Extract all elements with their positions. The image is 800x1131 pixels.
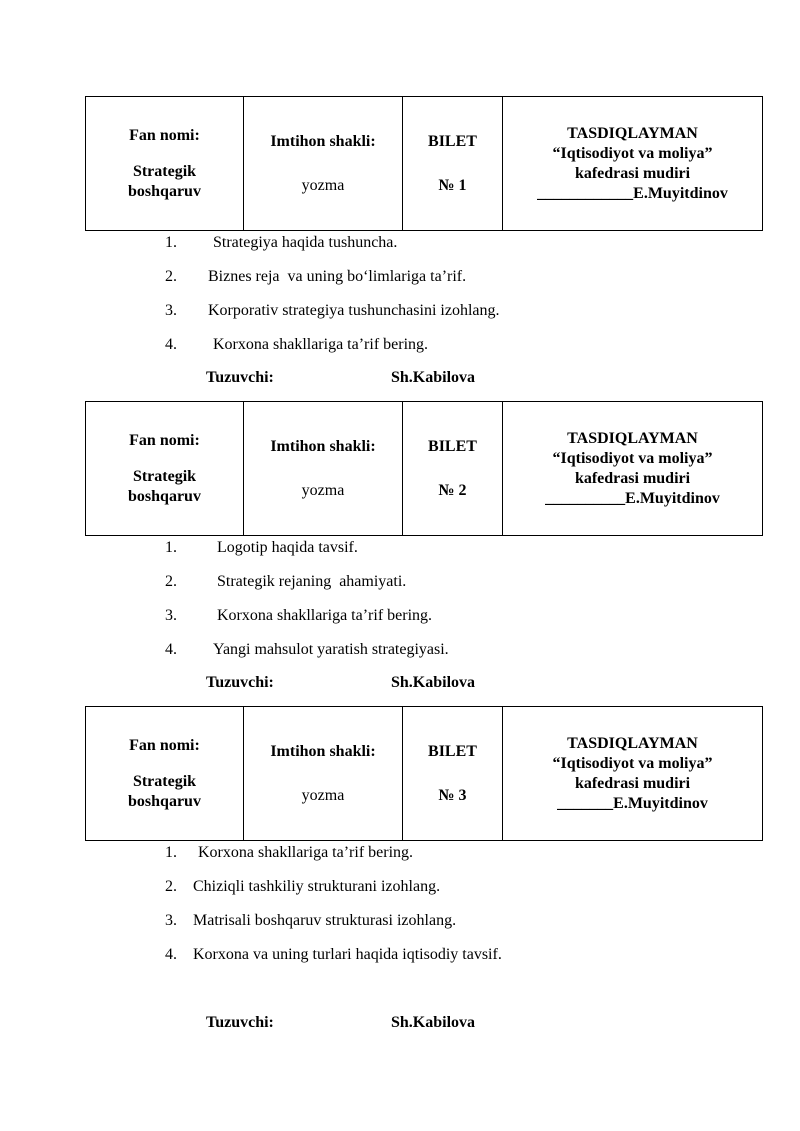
ticket-label: BILET — [428, 132, 477, 150]
approval-department: “Iqtisodiyot va moliya” — [552, 449, 713, 467]
question-number: 4. — [165, 946, 177, 963]
approval-department: “Iqtisodiyot va moliya” — [552, 144, 713, 162]
compiler-line — [206, 1014, 476, 1032]
exam-form-label: Imtihon shakli: — [270, 742, 376, 760]
question-text: Logotip haqida tavsif. — [217, 539, 358, 556]
approval-role: kafedrasi mudiri — [574, 164, 691, 182]
question-item — [165, 641, 449, 659]
question-item — [165, 336, 428, 354]
question-text: Korxona shakllariga ta’rif bering. — [198, 844, 414, 861]
question-item — [165, 607, 432, 625]
subject-value: Strategik — [132, 772, 197, 790]
question-number: 1. — [165, 539, 177, 556]
exam-form-label: Imtihon shakli: — [270, 132, 376, 150]
compiler-label: Tuzuvchi: — [206, 1014, 274, 1031]
approval-department: “Iqtisodiyot va moliya” — [552, 754, 713, 772]
subject-label: Fan nomi: — [129, 431, 200, 449]
subject-value-line2: boshqaruv — [128, 792, 201, 810]
ticket-number-cell — [403, 707, 503, 841]
ticket-number-cell — [403, 402, 503, 536]
question-text: Strategiya haqida tushuncha. — [213, 234, 398, 251]
ticket-label: BILET — [428, 437, 477, 455]
question-item — [165, 912, 456, 930]
subject-value: Strategik — [132, 467, 197, 485]
ticket-3-header — [85, 706, 760, 841]
question-text: Matrisali boshqaruv strukturasi izohlang. — [193, 912, 457, 929]
approval-signature: ____________E.Muyitdinov — [537, 184, 728, 202]
ticket-number: № 1 — [438, 176, 467, 194]
approval-cell — [503, 97, 763, 231]
subject-value-line2: boshqaruv — [128, 182, 201, 200]
approval-title: TASDIQLAYMAN — [567, 124, 698, 142]
compiler-label: Tuzuvchi: — [206, 674, 274, 691]
ticket-number: № 2 — [438, 481, 467, 499]
question-number: 4. — [165, 641, 177, 658]
ticket-number: № 3 — [438, 786, 467, 804]
question-text: Strategik rejaning ahamiyati. — [217, 573, 407, 590]
question-text: Chiziqli tashkiliy strukturani izohlang. — [193, 878, 441, 895]
ticket-header-table — [85, 401, 763, 536]
question-number: 2. — [165, 268, 177, 285]
ticket-header-table — [85, 706, 763, 841]
ticket-label: BILET — [428, 742, 477, 760]
question-number: 3. — [165, 912, 177, 929]
question-text: Biznes reja va uning bo‘limlariga ta’rif. — [208, 268, 467, 285]
ticket-number-cell — [403, 97, 503, 231]
approval-signature: __________E.Muyitdinov — [545, 489, 720, 507]
subject-value: Strategik — [132, 162, 197, 180]
exam-form-label: Imtihon shakli: — [270, 437, 376, 455]
question-text: Yangi mahsulot yaratish strategiyasi. — [213, 641, 449, 658]
subject-cell — [86, 97, 244, 231]
question-item — [165, 844, 413, 862]
approval-cell — [503, 707, 763, 841]
subject-cell — [86, 707, 244, 841]
subject-label: Fan nomi: — [129, 736, 200, 754]
exam-form-cell — [244, 707, 403, 841]
compiler-label: Tuzuvchi: — [206, 369, 274, 386]
subject-cell — [86, 402, 244, 536]
compiler-name: Sh.Kabilova — [391, 369, 476, 386]
ticket-header-table — [85, 96, 763, 231]
exam-form-value: yozma — [301, 786, 345, 804]
ticket-2-header — [85, 401, 760, 536]
question-text: Korporativ strategiya tushunchasini izohlang. — [208, 302, 500, 319]
approval-cell — [503, 402, 763, 536]
approval-signature: _______E.Muyitdinov — [557, 794, 708, 812]
question-item — [165, 268, 466, 286]
question-number: 2. — [165, 573, 177, 590]
ticket-1-header — [85, 96, 760, 231]
question-item — [165, 878, 440, 896]
exam-form-cell — [244, 402, 403, 536]
question-text: Korxona shakllariga ta’rif bering. — [217, 607, 433, 624]
approval-role: kafedrasi mudiri — [574, 774, 691, 792]
question-text: Korxona va uning turlari haqida iqtisodiy tavsif. — [193, 946, 502, 963]
question-number: 3. — [165, 607, 177, 624]
compiler-name: Sh.Kabilova — [391, 674, 476, 691]
exam-form-value: yozma — [301, 176, 345, 194]
question-number: 2. — [165, 878, 177, 895]
compiler-name: Sh.Kabilova — [391, 1014, 476, 1031]
question-text: Korxona shakllariga ta’rif bering. — [213, 336, 429, 353]
compiler-line — [206, 674, 476, 692]
exam-form-value: yozma — [301, 481, 345, 499]
question-item — [165, 539, 358, 557]
question-number: 3. — [165, 302, 177, 319]
question-number: 1. — [165, 234, 177, 251]
subject-value-line2: boshqaruv — [128, 487, 201, 505]
question-item — [165, 234, 397, 252]
approval-title: TASDIQLAYMAN — [567, 734, 698, 752]
approval-title: TASDIQLAYMAN — [567, 429, 698, 447]
question-number: 1. — [165, 844, 177, 861]
question-item — [165, 302, 499, 320]
question-item — [165, 573, 406, 591]
question-number: 4. — [165, 336, 177, 353]
question-item — [165, 946, 502, 964]
subject-label: Fan nomi: — [129, 126, 200, 144]
exam-form-cell — [244, 97, 403, 231]
compiler-line — [206, 369, 476, 387]
approval-role: kafedrasi mudiri — [574, 469, 691, 487]
